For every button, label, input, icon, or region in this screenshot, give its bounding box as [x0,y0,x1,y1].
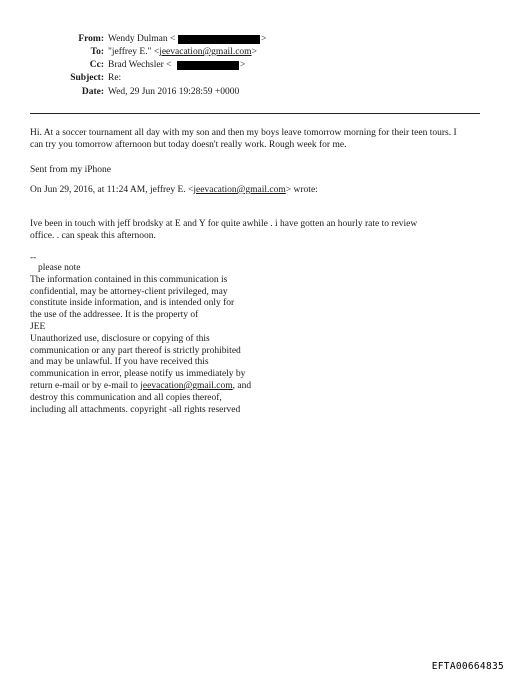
signature-separator: -- [30,253,37,263]
from-name: Wendy Dulman < [108,34,176,44]
quote-intro-post: > wrote: [285,185,318,195]
quoted-message [30,218,485,242]
notice-line: communication or any part thereof is strictly prohibited [30,345,241,356]
notice-line: including all attachments. copyright -all rights reserved [30,404,241,415]
notice-line: The information contained in this communication is [30,274,228,285]
notice-line: communication in error, please notify us immediately by [30,369,246,380]
notice-line: confidential, may be attorney-client privileged, may [30,286,228,297]
cc-label: Cc: [89,60,104,70]
notice-line: constitute inside information, and is intended only for [30,298,235,309]
notice-email-post: , and [232,380,252,391]
cc-row [0,59,512,72]
redaction-bar [178,35,260,44]
to-value [108,46,257,59]
cc-value [108,59,172,72]
quote-intro [30,184,485,196]
signature: Sent from my iPhone [30,165,112,175]
reply-line: can try you tomorrow afternoon but today doesn't really work. Rough week for me. [30,140,347,150]
to-row [0,46,512,59]
quote-intro-pre: On Jun 29, 2016, at 11:24 AM, jeffrey E. < [30,185,194,195]
to-name: "jeffrey E." < [108,47,160,57]
to-end: > [251,47,257,57]
reply-paragraph [30,127,485,151]
notice-line: the use of the addressee. It is the property of [30,310,199,321]
notice-line: destroy this communication and all copies thereof, [30,392,222,403]
from-row [0,33,512,46]
reply-line: Hi. At a soccer tournament all day with my son and then my boys leave tomorrow morning for their teen tours. I [30,128,457,138]
notice-line: JEE [30,321,46,332]
date-value: Wed, 29 Jun 2016 19:28:59 +0000 [108,87,240,97]
quote-intro-email-link[interactable]: jeevacation@gmail.com [193,185,286,195]
redaction-bar [177,61,239,70]
subject-value: Re: [108,73,122,83]
cc-name: Brad Wechsler < [108,60,172,70]
to-label: To: [90,47,104,57]
document-id: EFTA00664835 [431,661,504,672]
date-label: Date: [81,87,104,97]
confidentiality-notice [30,263,330,416]
date-row [0,86,512,99]
notice-heading: please note [38,263,81,273]
notice-line: Unauthorized use, disclosure or copying of this [30,333,210,344]
cc-end: > [240,60,246,70]
subject-row [0,72,512,85]
from-end: > [261,34,267,44]
from-label: From: [78,34,104,44]
notice-line [30,381,330,393]
quoted-line: Ive been in touch with jeff brodsky at E and Y for quite awhile . i have gotten an hourly rate to review [30,219,418,229]
to-email-link[interactable]: jeevacation@gmail.com [159,47,252,57]
header-divider [30,113,480,114]
notice-email-pre: return e-mail or by e-mail to [30,380,141,391]
email-header [0,0,512,110]
from-value [108,33,175,46]
subject-label: Subject: [70,73,104,83]
notice-line: and may be unlawful. If you have received this [30,357,209,368]
notice-email-link[interactable]: jeevacation@gmail.com [140,380,233,391]
quoted-line: office. . can speak this afternoon. [30,231,156,241]
